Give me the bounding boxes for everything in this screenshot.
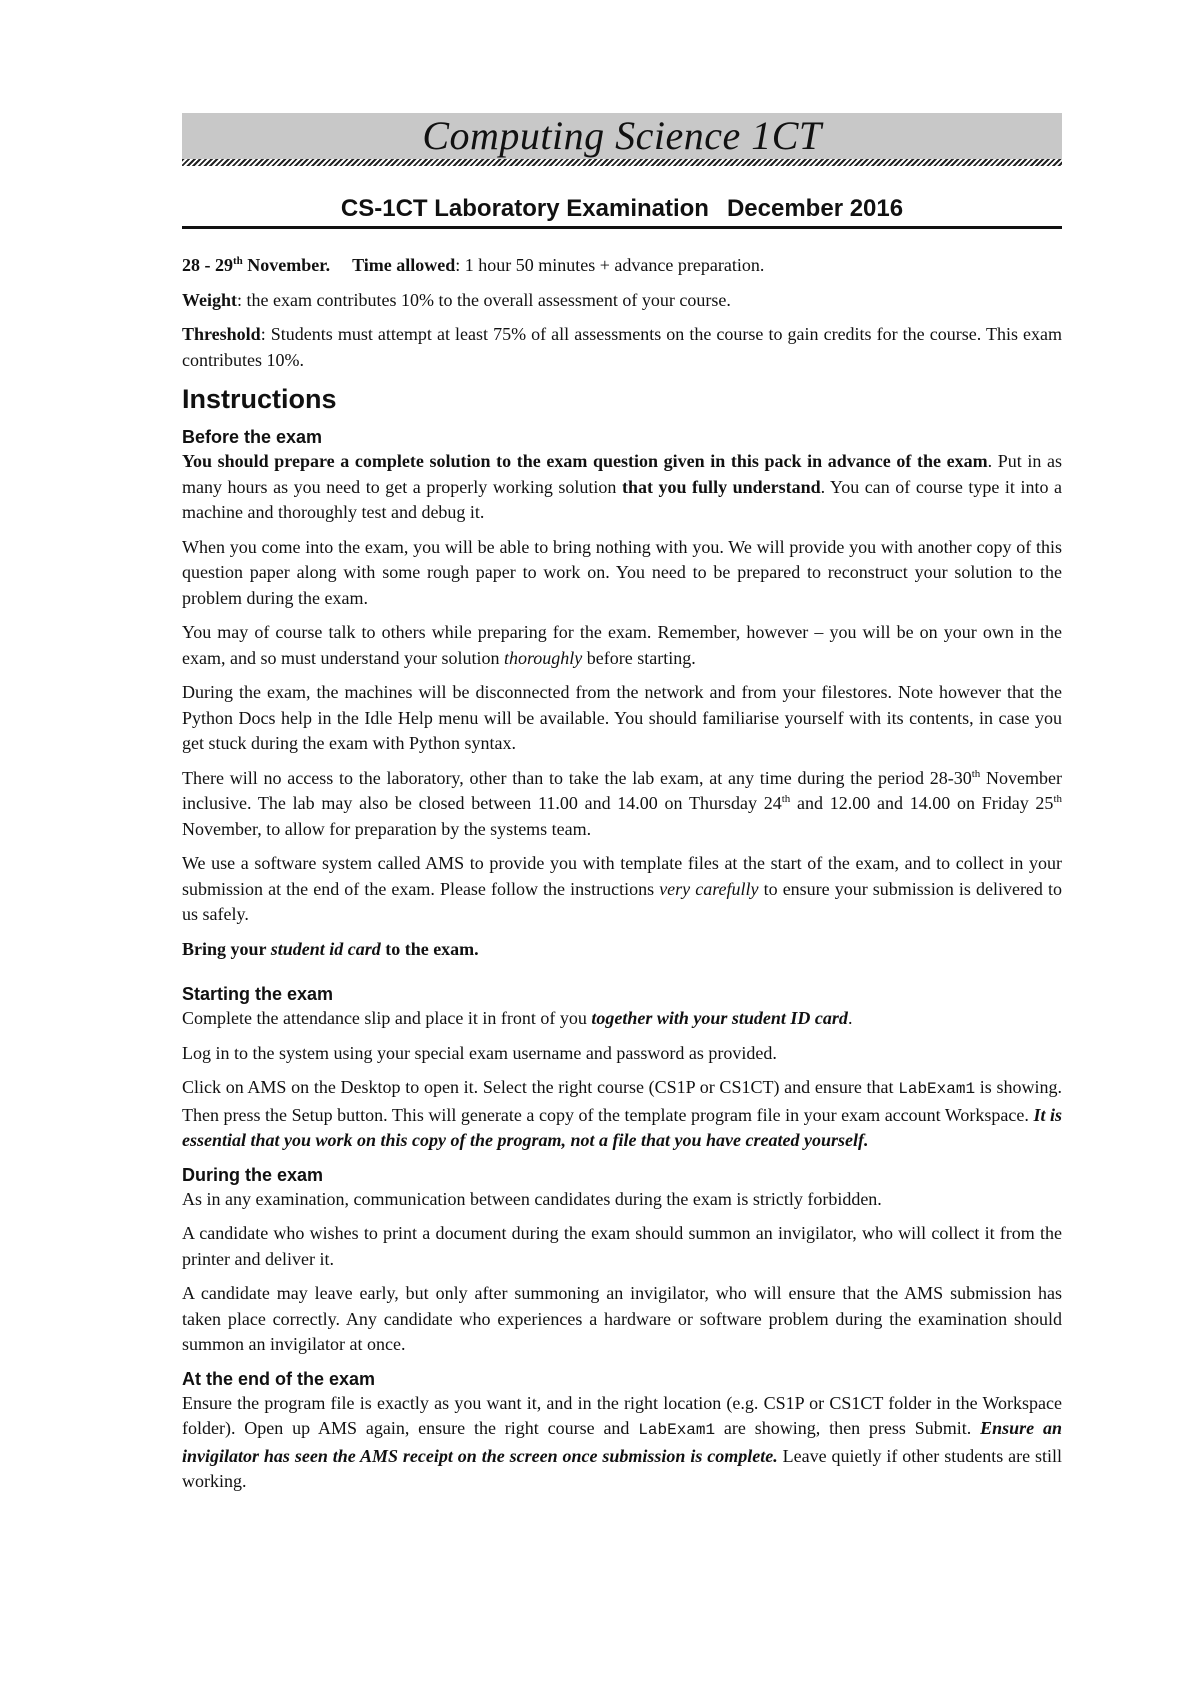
exam-title	[182, 194, 1062, 229]
before-exam-paragraph-6: We use a software system called AMS to provide you with template files at the start of the exam, and to collect in your submission at the end of the exam. Please follow the instructions very carefully to ensure your submission is delivered to us safely.	[182, 853, 1062, 924]
time-allowed-value: : 1 hour 50 minutes + advance preparation.	[455, 255, 765, 275]
course-banner	[182, 113, 1062, 159]
weight-value: : the exam contributes 10% to the overall assessment of your course.	[237, 289, 731, 310]
during-exam-paragraph-2: A candidate who wishes to print a document during the exam should summon an invigilator, who will collect it from the printer and deliver it.	[182, 1223, 1062, 1269]
document-content	[182, 113, 1062, 1504]
end-exam-paragraph-1: Ensure the program file is exactly as you want it, and in the right location (e.g. CS1P or CS1CT folder in the Workspace folder). Open up AMS again, ensure the right course and LabExam1 are showing, then press Submit. Ensure an invigilator has seen the AMS receipt on the screen once submission is complete. Leave quietly if other students are still working.	[182, 1392, 1062, 1491]
starting-exam-paragraph-2: Log in to the system using your special exam username and password as provided.	[182, 1042, 777, 1063]
labexam-code: LabExam1	[638, 1421, 716, 1439]
weight-label: Weight	[182, 289, 238, 310]
before-exam-paragraph-3: You may of course talk to others while preparing for the exam. Remember, however – you will be on your own in the exam, and so must understand your solution thoroughly before starting.	[182, 622, 1062, 668]
before-exam-paragraph-7: Bring your student id card to the exam.	[182, 938, 479, 959]
before-exam-paragraph-2: When you come into the exam, you will be able to bring nothing with you. We will provide you with another copy of this question paper along with some rough paper to work on. You need to be prepared to reconstruct your solution to the problem during the exam.	[182, 536, 1062, 608]
during-exam-paragraph-3: A candidate may leave early, but only after summoning an invigilator, who will ensure that the AMS submission has taken place correctly. Any candidate who experiences a hardware or software problem during the examination should summon an invigilator at once.	[182, 1283, 1062, 1354]
labexam-code: LabExam1	[898, 1080, 976, 1098]
weight-paragraph	[182, 288, 1062, 314]
exam-title-date: December 2016	[726, 195, 904, 222]
starting-exam-paragraph-3: Click on AMS on the Desktop to open it. Select the right course (CS1P or CS1CT) and ensure that LabExam1 is showing. Then press the Setup button. This will generate a copy of the template program file in your exam account Workspace. It is essential that you work on this copy of the program, not a file that you have created yourself.	[182, 1077, 1062, 1150]
course-banner-title: Computing Science 1CT	[422, 113, 822, 158]
before-exam-paragraph-4: During the exam, the machines will be disconnected from the network and from your filestores. Note however that the Python Docs help in the Idle Help menu will be available. You should familiarise yourself with its contents, in case you get stuck during the exam with Python syntax.	[182, 682, 1062, 753]
exam-date: 28 - 29th November.	[182, 255, 331, 275]
instructions-heading: Instructions	[182, 384, 337, 414]
threshold-value: : Students must attempt at least 75% of all assessments on the course to gain credits for the course. This exam contributes 10%.	[182, 324, 1062, 370]
threshold-label: Threshold	[182, 324, 261, 344]
before-exam-heading: Before the exam	[182, 427, 323, 447]
threshold-paragraph	[182, 322, 1062, 373]
banner-hatch-rule	[182, 159, 1062, 166]
starting-exam-heading: Starting the exam	[182, 984, 334, 1004]
time-allowed-label: Time allowed	[352, 255, 456, 275]
starting-exam-paragraph-1: Complete the attendance slip and place it in front of you together with your student ID card.	[182, 1008, 853, 1028]
during-exam-heading: During the exam	[182, 1164, 324, 1185]
exam-date-line	[182, 253, 1062, 279]
before-exam-paragraph-1: You should prepare a complete solution to the exam question given in this pack in advance of the exam. Put in as many hours as you need to get a properly working solution that you fully understand. You can of course type it into a machine and thoroughly test and debug it.	[182, 451, 1062, 522]
before-exam-paragraph-5: There will no access to the laboratory, other than to take the lab exam, at any time during the period 28-30th November inclusive. The lab may also be closed between 11.00 and 14.00 on Thursday 24th and 12.00 and 14.00 on Friday 25th November, to allow for preparation by the systems team.	[182, 767, 1062, 839]
during-exam-paragraph-1: As in any examination, communication between candidates during the exam is strictly forbidden.	[182, 1188, 882, 1209]
end-exam-heading: At the end of the exam	[182, 1368, 376, 1389]
exam-title-name: CS-1CT Laboratory Examination	[340, 195, 709, 222]
